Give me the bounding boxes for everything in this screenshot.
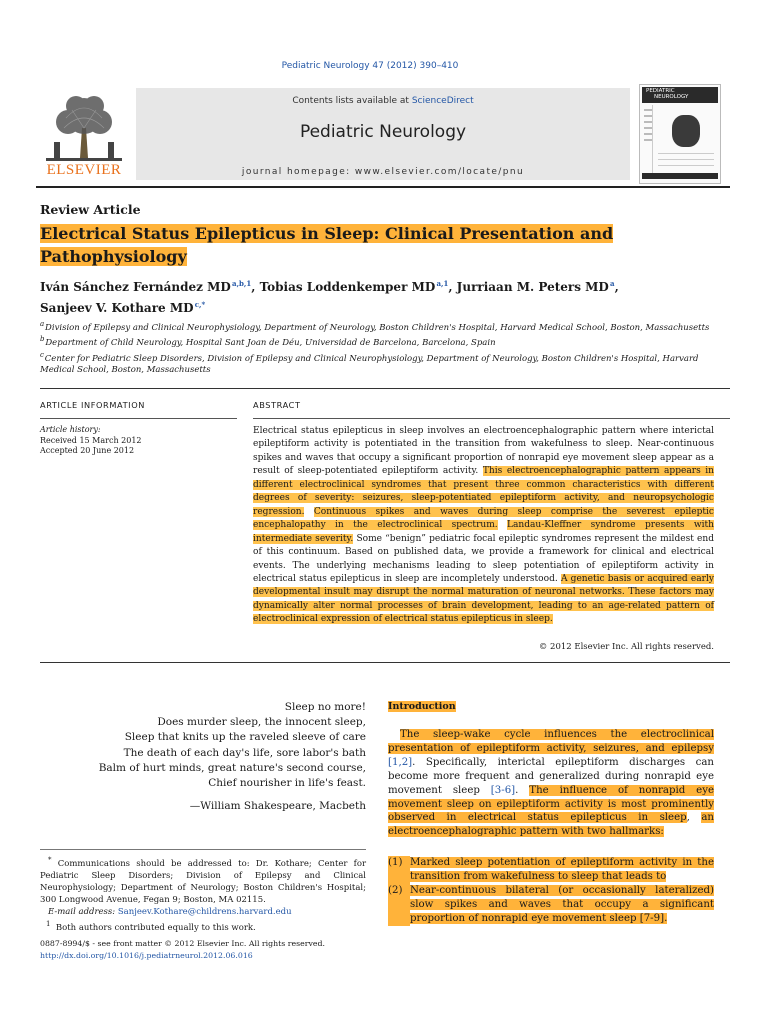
journal-citation[interactable]: Pediatric Neurology 47 (2012) 390–410: [281, 61, 459, 71]
epigraph-attribution: —William Shakespeare, Macbeth: [189, 800, 366, 813]
affiliation-text: Center for Pediatric Sleep Disorders, Division of Epilepsy and Clinical Neurophysiology, Department of Neurology, Boston Children's Hospital, Harvard Medical School, Boston, Massachusetts: [40, 353, 699, 375]
intro-text: . Specifically, interictal epileptiform discharges can become more frequent and generalized during nonrapid eye movement sleep: [388, 756, 714, 796]
list-item: [388, 856, 714, 884]
affiliation-mark: b: [40, 335, 45, 344]
introduction-paragraph: [388, 728, 714, 839]
received-date: Received 15 March 2012: [40, 435, 142, 445]
author-name: Sanjeev V. Kothare MD: [40, 301, 194, 315]
cover-photo: [672, 115, 700, 147]
affiliation-mark: c: [40, 350, 44, 359]
article-type: Review Article: [40, 202, 141, 217]
author-name: Jurriaan M. Peters MD: [456, 280, 609, 294]
abstract-bottom-rule: [40, 662, 730, 663]
sciencedirect-link[interactable]: ScienceDirect: [411, 96, 474, 106]
abstract-highlight: Continuous spikes and waves during sleep comprise the severest epileptic encephalopathy in the electroclinical spectrum.: [253, 506, 714, 531]
footnotes: [40, 854, 366, 934]
email-link[interactable]: Sanjeev.Kothare@childrens.harvard.edu: [117, 906, 292, 917]
author-separator: ,: [448, 280, 457, 294]
journal-title: Pediatric Neurology: [299, 122, 467, 142]
list-item: [388, 884, 714, 926]
affiliations: [40, 319, 730, 376]
list-number: (2): [388, 884, 410, 926]
title-line-1: Electrical Status Epilepticus in Sleep: Clinical Presentation and: [40, 224, 614, 243]
epigraph-line: The death of each day's life, sore labor's bath: [123, 746, 366, 759]
email-footnote: [40, 906, 366, 918]
intro-text: ,: [686, 812, 702, 824]
abstract-highlight: This electroencephalographic pattern appears in different electroclinical syndromes that present three common characteristics with different degrees of severity: seizures, sleep-potentiated epileptiform activity, and neuropsychologic regression.: [253, 466, 714, 517]
intro-highlight: The sleep-wake cycle influences the electroclinical presentation of epileptiform activity, seizures, and epilepsy: [388, 729, 714, 754]
section-rule: [40, 388, 730, 389]
correspondence-text: Communications should be addressed to: Dr. Kothare; Center for Pediatric Sleep Disorders; Division of Epilepsy and Clinical Neurophysiology; Department of Neurology; Boston Children's Hospital; 300 Longwood Avenue, Fegan 9; Boston, MA 02115.: [40, 858, 367, 905]
list-item-text: Near-continuous bilateral (or occasionally lateralized) slow spikes and waves that occupy a significant proportion of nonrapid eye movement sleep [7-9].: [410, 885, 714, 924]
abstract-sentence: Electrical status epilepticus in sleep involves an electroencephalographic pattern where interictal epileptiform activity is potentiated in the transition from wakefulness to sleep. Near-continuous spikes and waves that occupy a significant proportion of nonrapid eye movement sleep appear as a result of sleep-potentiated epileptiform activity.: [253, 426, 714, 477]
journal-homepage[interactable]: journal homepage: www.elsevier.com/locate/pnu: [241, 167, 525, 177]
equal-contribution-text: Both authors contributed equally to this work.: [55, 922, 256, 933]
article-title: [40, 222, 680, 268]
affiliation: [40, 334, 730, 349]
hallmark-list: [388, 856, 714, 926]
accepted-date: Accepted 20 June 2012: [40, 446, 135, 455]
citation-link[interactable]: [3-6]: [490, 784, 516, 796]
author-name: Iván Sánchez Fernández MD: [40, 280, 231, 294]
doi-link[interactable]: http://dx.doi.org/10.1016/j.pediatrneurol.2012.06.016: [40, 951, 253, 960]
journal-cover-thumbnail: [639, 84, 721, 184]
abstract-rule: [253, 418, 730, 419]
abstract-highlight: Landau-Kleffner syndrome presents with intermediate severity.: [253, 520, 714, 544]
epigraph-line: Chief nourisher in life's feast.: [208, 777, 366, 790]
front-matter: [40, 938, 440, 962]
equal-contribution-footnote: [40, 918, 366, 934]
affiliation: [40, 350, 730, 377]
abstract-text: [253, 425, 714, 627]
introduction-heading-text: Introduction: [388, 701, 456, 712]
article-info-heading: ARTICLE INFORMATION: [40, 400, 145, 410]
cover-sidebar: [644, 105, 653, 179]
email-label: E-mail address:: [48, 906, 118, 917]
asterisk-mark: *: [48, 856, 52, 864]
epigraph-line: Balm of hurt minds, great nature's second course,: [98, 761, 366, 774]
article-info-rule: [40, 418, 237, 419]
cover-title-1: PEDIATRIC: [646, 88, 675, 94]
footnote-mark: 1: [46, 919, 51, 928]
epigraph-line: Sleep no more!: [284, 701, 366, 713]
issn-line: 0887-8994/$ - see front matter © 2012 Elsevier Inc. All rights reserved.: [40, 939, 325, 948]
contents-availability: [136, 96, 630, 106]
author-affil-link[interactable]: a,b,1: [232, 279, 252, 288]
intro-highlight: The influence of nonrapid eye movement sleep on epileptiform activity is most prominently observed in electrical status epilepticus in sleep: [388, 784, 714, 824]
cover-title-2: NEUROLOGY: [654, 94, 689, 100]
list-item-text: Marked sleep potentiation of epileptiform activity in the transition from wakefulness to sleep that leads to: [410, 857, 714, 882]
citation-link[interactable]: [1,2]: [388, 756, 413, 768]
abstract-heading: ABSTRACT: [253, 400, 301, 410]
copyright-notice: © 2012 Elsevier Inc. All rights reserved.: [538, 642, 714, 652]
abstract-sentence: [498, 520, 507, 530]
author-affil-link[interactable]: c,*: [194, 300, 206, 309]
affiliation: [40, 319, 730, 334]
author-affil-link[interactable]: a,1: [436, 279, 449, 288]
epigraph: [40, 700, 366, 814]
introduction-heading: [388, 701, 456, 712]
elsevier-logo: [36, 88, 132, 178]
affiliation-text: Division of Epilepsy and Clinical Neurophysiology, Department of Neurology, Boston Children's Hospital, Harvard Medical School, Boston, Massachusetts: [45, 322, 710, 333]
article-history: [40, 425, 240, 457]
epigraph-line: Sleep that knits up the raveled sleeve of care: [124, 731, 366, 744]
header-rule: [36, 186, 730, 188]
affiliation-text: Department of Child Neurology, Hospital Sant Joan de Déu, Universidad de Barcelona, Barcelona, Spain: [45, 338, 496, 349]
author-separator: ,: [614, 280, 619, 294]
author-name: Tobias Loddenkemper MD: [259, 280, 436, 294]
history-label: Article history:: [40, 425, 101, 434]
title-line-2: Pathophysiology: [40, 247, 187, 266]
abstract-highlight: A genetic basis or acquired early developmental insult may disrupt the normal maturation of neuronal networks. These factors may dynamically alter normal processes of brain development, leading to an age-related pattern of electroclinical expression of electrical status epilepticus in sleep.: [253, 573, 714, 625]
intro-text: .: [515, 784, 530, 796]
abstract-sentence: Some “benign” pediatric focal epileptic syndromes represent the mildest end of this continuum. Based on published data, we provide a framework for clinical and electrical events. The underlying mechanisms leading to sleep potentiation of epileptiform activity in electrical status epilepticus in sleep are incompletely understood.: [253, 533, 715, 584]
author-separator: ,: [251, 280, 260, 294]
epigraph-line: Does murder sleep, the innocent sleep,: [157, 716, 366, 729]
author-affil-link[interactable]: a: [610, 279, 615, 288]
list-number: (1): [388, 856, 410, 884]
correspondence-footnote: [40, 854, 366, 906]
abstract-sentence: [304, 507, 313, 517]
elsevier-wordmark: ELSEVIER: [46, 162, 122, 178]
affiliation-mark: a: [40, 320, 45, 328]
footnote-rule: [40, 849, 366, 850]
intro-highlight: an electroencephalographic pattern with two hallmarks:: [388, 812, 714, 838]
contents-prefix: Contents lists available at: [292, 96, 412, 106]
author-list: [40, 275, 730, 317]
